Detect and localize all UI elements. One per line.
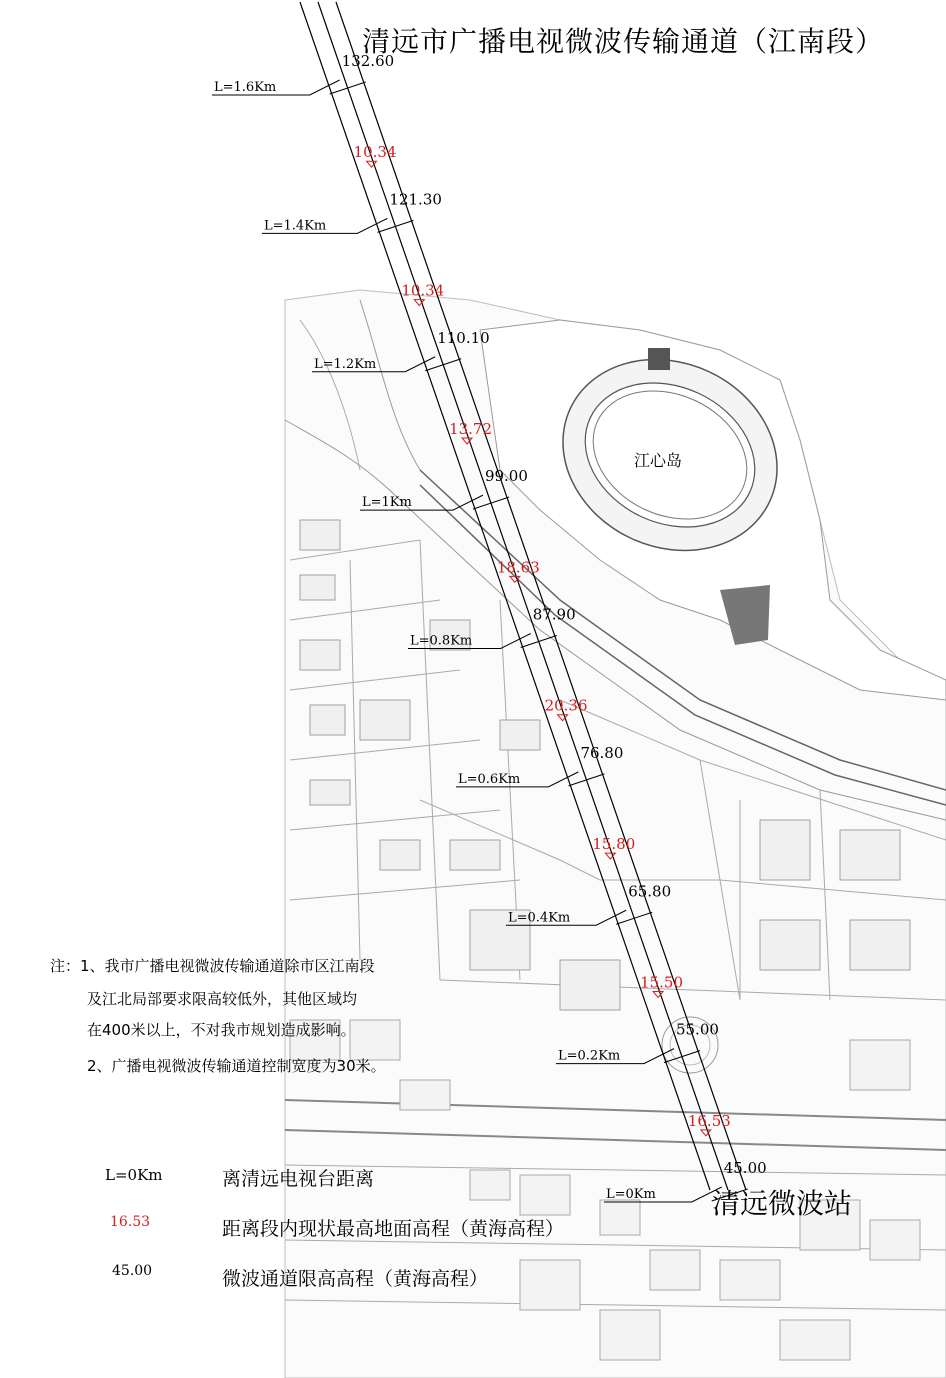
station-limit-height-label: 55.00 [675, 1020, 719, 1039]
station-limit-height-label: 87.90 [532, 605, 576, 624]
island-label: 江心岛 [634, 451, 683, 470]
station-tick [330, 82, 366, 94]
note-line-4: 2、广播电视微波传输通道控制宽度为30米。 [87, 1057, 386, 1075]
station-distance-label: L=0Km [606, 1187, 656, 1202]
station-distance-label: L=1Km [362, 495, 412, 511]
ground-elevation-label: 18.63 [496, 558, 540, 577]
note-line-2: 及江北局部要求限高较低外，其他区域均 [87, 990, 358, 1008]
station-distance-label: L=0.2Km [558, 1048, 621, 1064]
station-distance-label: L=0.4Km [508, 910, 571, 926]
legend-distance-desc: 离清远电视台距离 [222, 1168, 375, 1190]
station-limit-height-label: 76.80 [580, 743, 624, 762]
ground-elevation-label: 15.50 [640, 973, 684, 992]
ground-elevation-label: 20.36 [544, 696, 588, 715]
station-tick [377, 220, 413, 232]
ground-elevation-label: 10.34 [401, 281, 445, 300]
station-distance-label: L=1.2Km [314, 356, 377, 372]
station-limit-height-label: 65.80 [628, 882, 672, 901]
station-limit-height-label: 121.30 [389, 190, 442, 209]
legend-limit-desc: 微波通道限高高程（黄海高程） [222, 1268, 489, 1290]
station-limit-height-label: 45.00 [723, 1159, 767, 1177]
map-title: 清远市广播电视微波传输通道（江南段） [362, 25, 885, 58]
ground-elevation-label: 10.34 [353, 143, 397, 162]
ground-elevation-label: 15.80 [592, 835, 636, 854]
station-label: 清远微波站 [712, 1187, 853, 1220]
station-distance-label: L=1.6Km [214, 80, 277, 95]
station-distance-label: L=0.6Km [458, 771, 521, 787]
legend-limit-symbol: 45.00 [112, 1263, 153, 1279]
ground-elevation-label: 16.53 [687, 1111, 731, 1130]
station-limit-height-label: 110.10 [437, 328, 490, 347]
station-distance-label: L=1.4Km [264, 218, 327, 234]
station-limit-height-label: 99.00 [484, 467, 528, 486]
note-line-1: 注：1、我市广播电视微波传输通道除市区江南段 [50, 957, 375, 975]
legend-ground-desc: 距离段内现状最高地面高程（黄海高程） [222, 1218, 565, 1240]
legend-ground-symbol: 16.53 [110, 1214, 151, 1230]
note-line-3: 在400米以上，不对我市规划造成影响。 [87, 1021, 356, 1039]
station-limit-height-label: 132.60 [341, 52, 395, 70]
station-distance-label: L=0.8Km [410, 633, 473, 649]
ground-elevation-label: 13.72 [449, 419, 493, 438]
legend-distance-symbol: L=0Km [105, 1166, 163, 1184]
